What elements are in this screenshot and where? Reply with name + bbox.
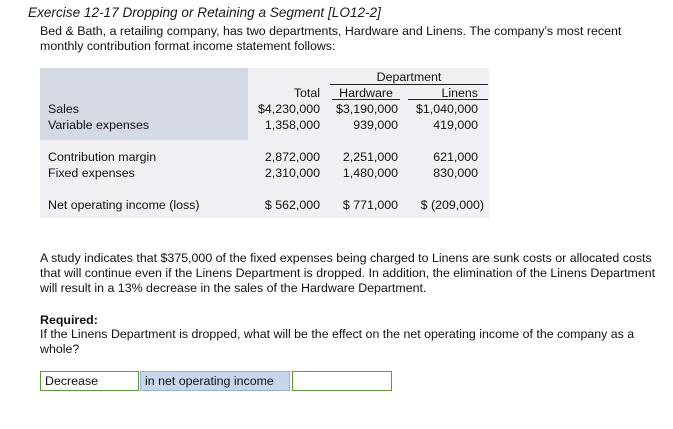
row-label-contribution-margin: Contribution margin [48, 150, 157, 164]
department-header: Department [376, 70, 442, 84]
required-title: Required: [40, 313, 98, 327]
column-header-hardware: Hardware [339, 86, 393, 100]
column-header-total: Total [293, 86, 320, 100]
contribution-margin-linens: 621,000 [433, 150, 478, 164]
row-label-net-operating-income: Net operating income (loss) [48, 198, 200, 212]
amount-input[interactable] [292, 371, 392, 391]
fixed-expenses-hardware: 1,480,000 [342, 166, 398, 180]
linens-rule [408, 99, 488, 100]
net-operating-income-hardware: $ 771,000 [342, 198, 398, 212]
fixed-expenses-linens: 830,000 [433, 166, 478, 180]
variable-expenses-linens: 419,000 [433, 118, 478, 132]
exercise-title: Exercise 12-17 Dropping or Retaining a Segment [LO12-2] [28, 5, 381, 20]
sales-linens: $1,040,000 [415, 102, 478, 116]
row-label-variable-expenses: Variable expenses [48, 118, 150, 132]
answer-label: in net operating income [140, 371, 290, 391]
net-operating-income-linens: $ (209,000) [420, 198, 484, 212]
sales-hardware: $3,190,000 [335, 102, 398, 116]
study-paragraph: A study indicates that $375,000 of the fixed expenses being charged to Linens are sunk costs or allocated costs that will continue even if the Linens Department is dropped. In addition, the elimination of the Linens Department will result in a 13% decrease in the sales of the Hardware Department. [40, 251, 656, 295]
sales-total: $4,230,000 [257, 102, 320, 116]
variable-expenses-hardware: 939,000 [353, 118, 398, 132]
contribution-margin-hardware: 2,251,000 [342, 150, 398, 164]
row-label-fixed-expenses: Fixed expenses [48, 166, 135, 180]
exercise-intro: Bed & Bath, a retailing company, has two departments, Hardware and Linens. The company’s most recent monthly contribution format income statement follows: [40, 24, 622, 53]
contribution-margin-total: 2,872,000 [264, 150, 320, 164]
hardware-rule [332, 99, 400, 100]
effect-select[interactable]: Decrease [40, 371, 139, 391]
fixed-expenses-total: 2,310,000 [264, 166, 320, 180]
net-operating-income-total: $ 562,000 [264, 198, 320, 212]
column-header-linens: Linens [441, 86, 478, 100]
row-label-sales: Sales [48, 102, 79, 116]
department-rule [330, 84, 488, 85]
variable-expenses-total: 1,358,000 [264, 118, 320, 132]
required-question: If the Linens Department is dropped, what will be the effect on the net operating income of the company as a whole? [40, 327, 635, 356]
